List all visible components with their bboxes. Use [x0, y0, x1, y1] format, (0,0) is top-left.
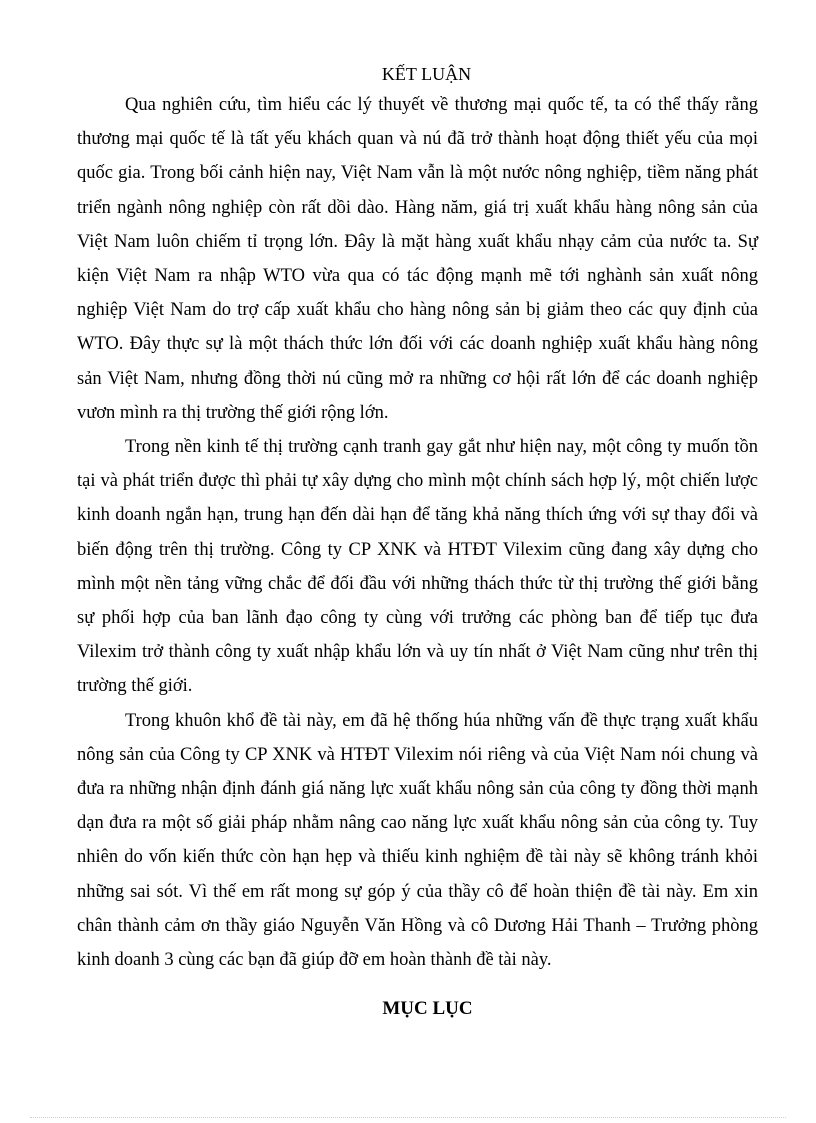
- paragraph-3: Trong khuôn khổ đề tài này, em đã hệ thống húa những vấn đề thực trạng xuất khẩu nông sản của Công ty CP XNK và HTĐT Vilexim nói riêng và của Việt Nam nói chung và đưa ra những nhận định đánh giá năng lực xuất khẩu nông sản của công ty đồng thời mạnh dạn đưa ra một số giải pháp nhằm nâng cao năng lực xuất khẩu nông sản của công ty. Tuy nhiên do vốn kiến thức còn hạn hẹp và thiếu kinh nghiệm đề tài này sẽ không tránh khỏi những sai sót. Vì thế em rất mong sự góp ý của thầy cô để hoàn thiện đề tài này. Em xin chân thành cảm ơn thầy giáo Nguyễn Văn Hồng và cô Dương Hải Thanh – Trưởng phòng kinh doanh 3 cùng các bạn đã giúp đỡ em hoàn thành đề tài này.: [77, 710, 758, 971]
- paragraph-2: Trong nền kinh tế thị trường cạnh tranh gay gắt như hiện nay, một công ty muốn tồn tại và phát triển được thì phải tự xây dựng cho mình một chính sách hợp lý, một chiến lược kinh doanh ngắn hạn, trung hạn đến dài hạn để tăng khả năng thích ứng với sự thay đổi và biến động trên thị trường. Công ty CP XNK và HTĐT Vilexim cũng đang xây dựng cho mình một nền tảng vững chắc để đối đầu với những thách thức từ thị trường thế giới bằng sự phối hợp của ban lãnh đạo công ty cùng với trưởng các phòng ban để tiếp tục đưa Vilexim trở thành công ty xuất nhập khẩu lớn và uy tín nhất ở Việt Nam cũng như trên thị trường thế giới.: [77, 437, 758, 697]
- toc-heading: MỤC LỤC: [382, 998, 473, 1020]
- page-title: KẾT LUẬN: [381, 64, 472, 84]
- paragraph-1: Qua nghiên cứu, tìm hiểu các lý thuyết về thương mại quốc tế, ta có thể thấy rằng thương mại quốc tế là tất yếu khách quan và nú đã trở thành hoạt động thiết yếu của mọi quốc gia. Trong bối cảnh hiện nay, Việt Nam vẫn là một nước nông nghiệp, tiềm năng phát triển ngành nông nghiệp còn rất dồi dào. Hàng năm, giá trị xuất khẩu hàng nông sản của Việt Nam luôn chiếm tỉ trọng lớn. Đây là mặt hàng xuất khẩu nhạy cảm của nước ta. Sự kiện Việt Nam ra nhập WTO vừa qua có tác động mạnh mẽ tới nghành sản xuất nông nghiệp Việt Nam do trợ cấp xuất khẩu cho hàng nông sản bị giảm theo các quy định của WTO. Đây thực sự là một thách thức lớn đối với các doanh nghiệp xuất khẩu hàng nông sản Việt Nam, nhưng đồng thời nú cũng mở ra những cơ hội rất lớn để các doanh nghiệp vươn mình ra thị trường thế giới rộng lớn.: [77, 95, 758, 423]
- page-bottom-divider: [30, 1117, 786, 1118]
